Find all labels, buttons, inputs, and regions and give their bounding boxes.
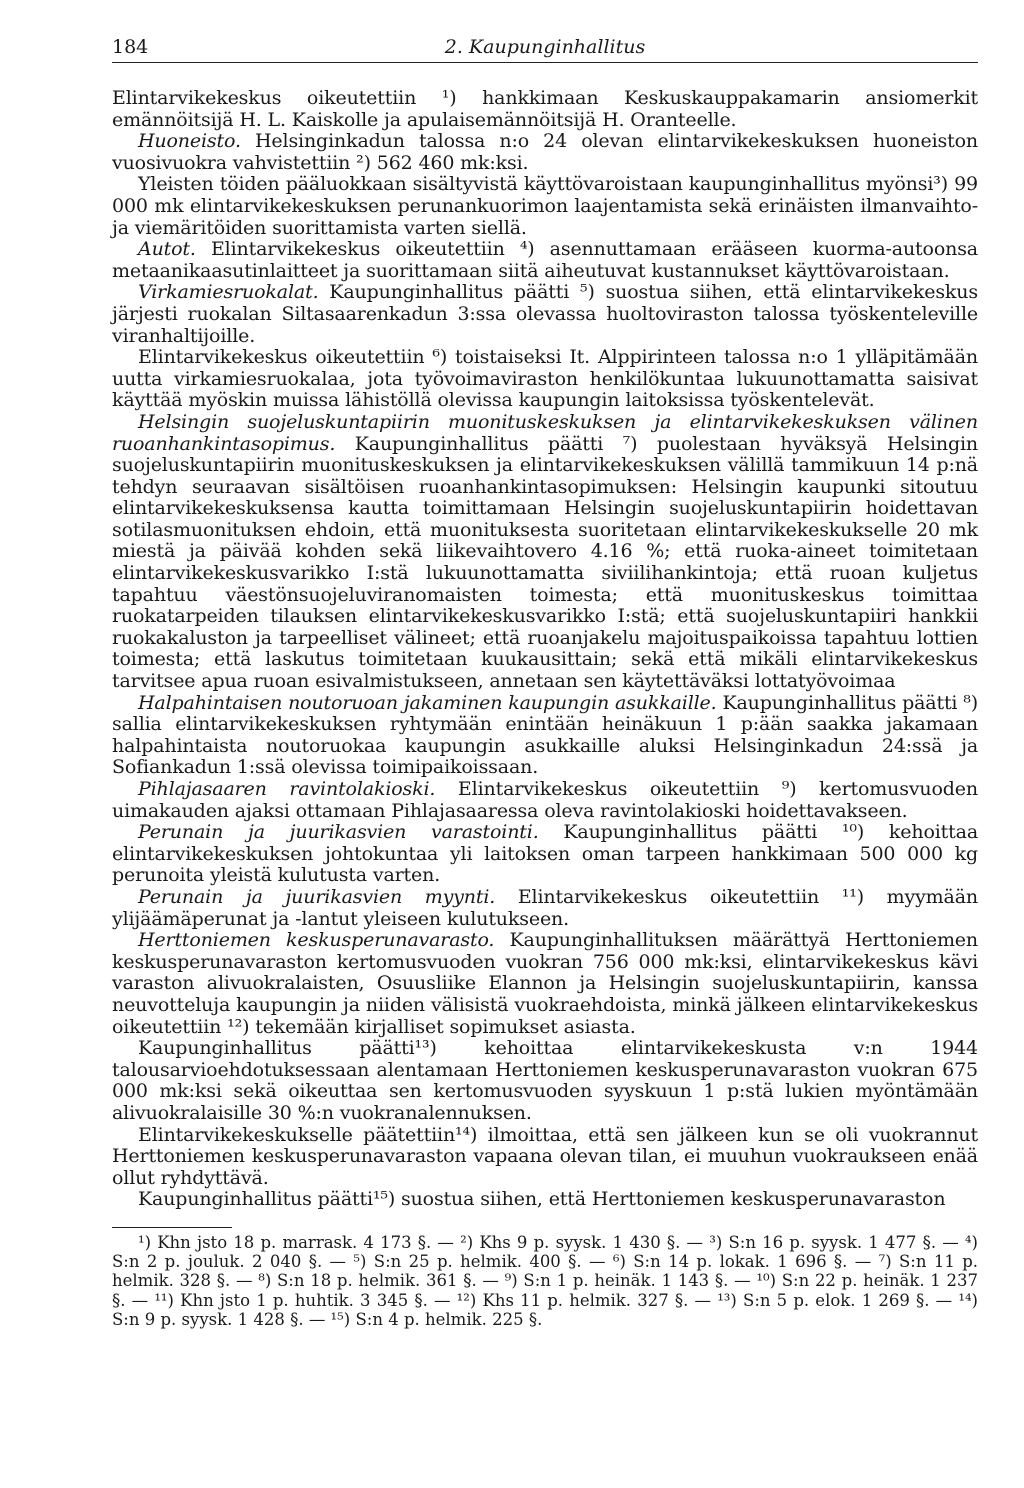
section-heading: Huoneisto. [138,130,241,153]
paragraph: Helsingin suojeluskuntapiirin muonituskeskuksen ja elintarvikekeskuksen välinen ruoanhankintasopimus. Kaupunginhallitus päätti ⁷) puolestaan hyväksyä Helsingin suojeluskuntapiirin muonituskeskuksen ja elintarvikekeskuksen välillä tammikuun 14 p:nä tehdyn seuraavan sisältöisen ruoanhankintasopimuksen: Helsingin kaupunki sitoutuu elintarvikekeskuksensa kautta toimittamaan Helsingin suojeluskuntapiirin hoidettavan sotilasmuonituksen ehdoin, että muonituksesta suoritetaan elintarvikekeskukselle 20 mk miestä ja päivää kohden sekä liikevaihtovero 4.16 %; että ruoka-aineet toimitetaan elintarvikekeskusvarikko I:stä lukuunottamatta siviilihankintoja; että ruoan kuljetus tapahtuu väestönsuojeluviranomaisten toimesta; että muonituskeskus toimittaa ruokatarpeiden tilauksen elintarvikekeskusvarikko I:stä; että suojeluskuntapiiri hankkii ruokakaluston ja tarpeelliset välineet; että ruoanjakelu majoituspaikoissa tapahtuu lottien toimesta; että laskutus toimitetaan kuukausittain; sekä että mikäli elintarvikekeskus tarvitsee apua ruoan esivalmistukseen, annetaan sen käytettäväksi lottatyövoimaa [112,410,978,693]
footnotes: ¹) Khn jsto 18 p. marrask. 4 173 §. — ²) Khs 9 p. syysk. 1 430 §. — ³) S:n 16 p. syysk. 1 477 §. — ⁴) S:n 2 p. jouluk. 2 040 §. — ⁵) S:n 25 p. helmik. 400 §. — ⁶) S:n 14 p. lokak. 1 696 §. — ⁷) S:n 11 p. helmik. 328 §. — ⁸) S:n 18 p. helmik. 361 §. — ⁹) S:n 1 p. heinäk. 1 143 §. — ¹⁰) S:n 22 p. heinäk. 1 237 §. — ¹¹) Khn jsto 1 p. huhtik. 3 345 §. — ¹²) Khs 11 p. helmik. 327 §. — ¹³) S:n 5 p. elok. 1 269 §. — ¹⁴) S:n 9 p. syysk. 1 428 §. — ¹⁵) S:n 4 p. helmik. 225 §. [112,1233,978,1329]
header-rule [112,62,978,63]
paragraph: Elintarvikekeskus oikeutettiin ⁶) toistaiseksi It. Alppirinteen talossa n:o 1 ylläpitämään uutta virkamiesruokalaa, jota työvoimaviraston henkilökuntaa lukuunottamatta saisivat käyttää myöskin muissa lähistöllä olevissa kaupungin laitoksissa työskentelevät. [112,346,978,412]
paragraph: Halpahintaisen noutoruoan jakaminen kaupungin asukkaille. Kaupunginhallitus päätti ⁸) sallia elintarvikekeskuksen ryhtymään enintään heinäkuun 1 p:ään saakka jakamaan halpahintaista noutoruokaa kaupungin asukkaille aluksi Helsinginkadun 24:ssä ja Sofiankadun 1:ssä olevissa toimipaikoissaan. [112,691,978,779]
paragraph: Yleisten töiden pääluokkaan sisältyvistä käyttövaroistaan kaupunginhallitus myönsi³) 99 000 mk elintarvikekeskuksen perunankuorimon laajentamista sekä erinäisten ilmanvaihto- ja viemäritöiden suorittamista varten siellä. [112,173,978,239]
section-heading: Perunain ja juurikasvien varastointi. [138,821,539,844]
paragraph: Pihlajasaaren ravintolakioski. Elintarvikekeskus oikeutettiin ⁹) kertomusvuoden uimakauden ajaksi ottamaan Pihlajasaaressa oleva ravintolakioski hoidettavakseen. [112,778,978,822]
paragraph: Autot. Elintarvikekeskus oikeutettiin ⁴) asennuttamaan erääseen kuorma-autoonsa metaanikaasutinlaitteet ja suorittamaan siitä aiheutuvat kustannukset käyttövaroistaan. [112,238,978,282]
paragraph: Huoneisto. Helsinginkadun talossa n:o 24 olevan elintarvikekeskuksen huoneiston vuosivuokra vahvistettiin ²) 562 460 mk:ksi. [112,130,978,174]
paragraph: Perunain ja juurikasvien myynti. Elintarvikekeskus oikeutettiin ¹¹) myymään ylijäämäperunat ja -lantut yleiseen kulutukseen. [112,885,978,930]
page-header [112,36,978,62]
paragraph: Elintarvikekeskus oikeutettiin ¹) hankkimaan Keskuskauppakamarin ansiomerkit emännöitsijä H. L. Kaiskolle ja apulaisemännöitsijä H. Oranteelle. [112,87,978,131]
body-text [112,88,978,1211]
section-heading: Pihlajasaaren ravintolakioski. [138,778,436,800]
paragraph: Kaupunginhallitus päätti¹⁵) suostua siihen, että Herttoniemen keskusperunavaraston [138,1188,946,1211]
page-number: 184 [112,36,149,58]
section-heading: Helsingin suojeluskuntapiirin muonituskeskuksen ja elintarvikekeskuksen välinen ruoanhankintasopimus. [112,410,978,455]
paragraph: Elintarvikekeskukselle päätettiin¹⁴) ilmoittaa, että sen jälkeen kun se oli vuokrannut Herttoniemen keskusperunavaraston vapaana olevan tilan, ei muuhun vuokraukseen enää ollut ryhdyttävä. [112,1123,978,1189]
paragraph: Kaupunginhallitus päätti¹³) kehoittaa elintarvikekeskusta v:n 1944 talousarvioehdotuksessaan alentamaan Herttoniemen keskusperunavaraston vuokran 675 000 mk:ksi sekä oikeuttaa sen kertomusvuoden syyskuun 1 p:stä lukien myöntämään alivuokralaisille 30 %:n vuokranalennuksen. [112,1037,978,1124]
section-heading: Perunain ja juurikasvien myynti. [138,885,496,908]
section-heading: Virkamiesruokalat. [138,281,319,304]
section-heading: Autot. [138,238,196,261]
paragraph: Virkamiesruokalat. Kaupunginhallitus päätti ⁵) suostua siihen, että elintarvikekeskus järjesti ruokalan Siltasaarenkadun 3:ssa olevassa huoltoviraston talossa työskenteleville viranhaltijoille. [112,281,978,347]
section-heading: Herttoniemen keskusperunavarasto. [138,929,495,952]
paragraph: Herttoniemen keskusperunavarasto. Kaupunginhallituksen määrättyä Herttoniemen keskusperunavaraston kertomusvuoden vuokran 756 000 mk:ksi, elintarvikekeskus kävi varaston alivuokralaisten, Osuusliike Elannon ja Helsingin suojeluskuntapiirin, kanssa neuvotteluja kaupungin ja niiden välisistä vuokraehdoista, minkä jälkeen elintarvikekeskus oikeutettiin ¹²) tekemään kirjalliset sopimukset asiasta. [112,929,978,1038]
paragraph: Perunain ja juurikasvien varastointi. Kaupunginhallitus päätti ¹⁰) kehoittaa elintarvikekeskuksen johtokuntaa yli laitoksen oman tarpeen hankkimaan 500 000 kg perunoita yleistä kulutusta varten. [112,821,978,887]
section-heading: Halpahintaisen noutoruoan jakaminen kaupungin asukkaille. [138,691,717,714]
running-title: 2. Kaupunginhallitus [444,36,646,58]
footnote-rule [112,1227,232,1228]
